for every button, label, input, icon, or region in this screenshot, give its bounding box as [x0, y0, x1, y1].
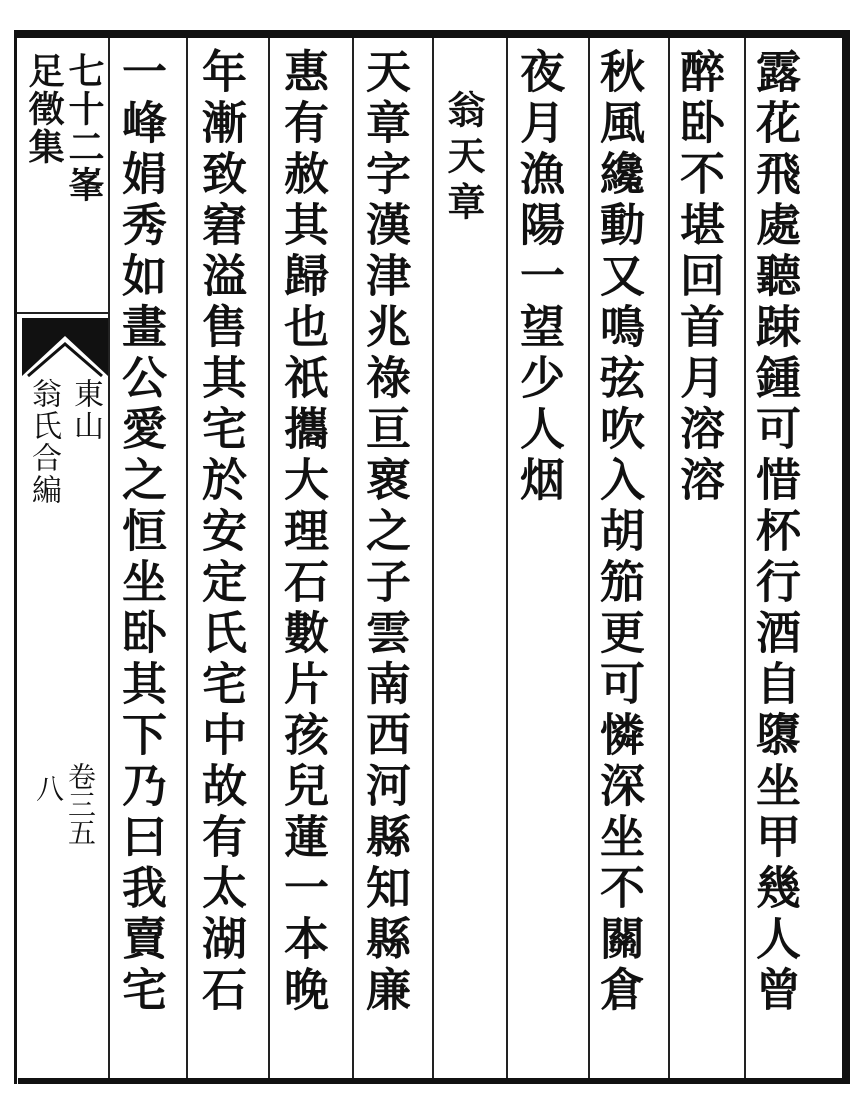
margin-title-left: 足徵集 — [23, 52, 65, 166]
frame-bottom-border — [18, 1078, 848, 1084]
column-rule — [352, 38, 354, 1078]
column-rule — [506, 38, 508, 1078]
margin-book-left: 翁氏合編 — [26, 378, 61, 506]
column-rule — [668, 38, 670, 1078]
section-heading: 翁天章 — [441, 90, 486, 228]
frame-top-border — [14, 30, 848, 38]
column-rule — [432, 38, 434, 1078]
margin-leaf-number: 八 — [32, 774, 65, 804]
text-column-8: 年漸致窘溢售其宅於安定氏宅中故有太湖石 — [194, 48, 247, 1017]
text-column-7: 惠有赦其歸也祇攜大理石數片孩兒蓮一本晚 — [276, 48, 329, 1017]
text-column-2: 醉卧不堪回首月溶溶 — [672, 48, 725, 507]
column-rule — [744, 38, 746, 1078]
column-rule — [108, 38, 110, 1078]
margin-divider — [17, 312, 108, 314]
column-rule — [268, 38, 270, 1078]
margin-title-right: 七十二峯 — [63, 52, 105, 204]
text-column-6: 天章字漢津兆祿亘褱之子雲南西河縣知縣廉 — [358, 48, 411, 1017]
frame-right-border — [842, 30, 850, 1084]
column-rule — [588, 38, 590, 1078]
text-column-1: 露花飛處聽踈鍾可惜杯行酒自隳坐甲幾人曾 — [748, 48, 801, 1017]
margin-juan: 卷三五 — [64, 762, 97, 846]
fishtail-mark-icon — [22, 318, 108, 378]
column-rule — [186, 38, 188, 1078]
text-column-3: 秋風纔動又鳴弦吹入胡笳更可憐深坐不關倉 — [592, 48, 645, 1017]
frame-left-border — [14, 30, 17, 1084]
text-column-4: 夜月漁陽一望少人烟 — [512, 48, 565, 507]
margin-book-right: 東山 — [68, 378, 103, 442]
text-column-9: 一峰娟秀如畫公愛之恒坐卧其下乃曰我賣宅 — [114, 48, 167, 1017]
